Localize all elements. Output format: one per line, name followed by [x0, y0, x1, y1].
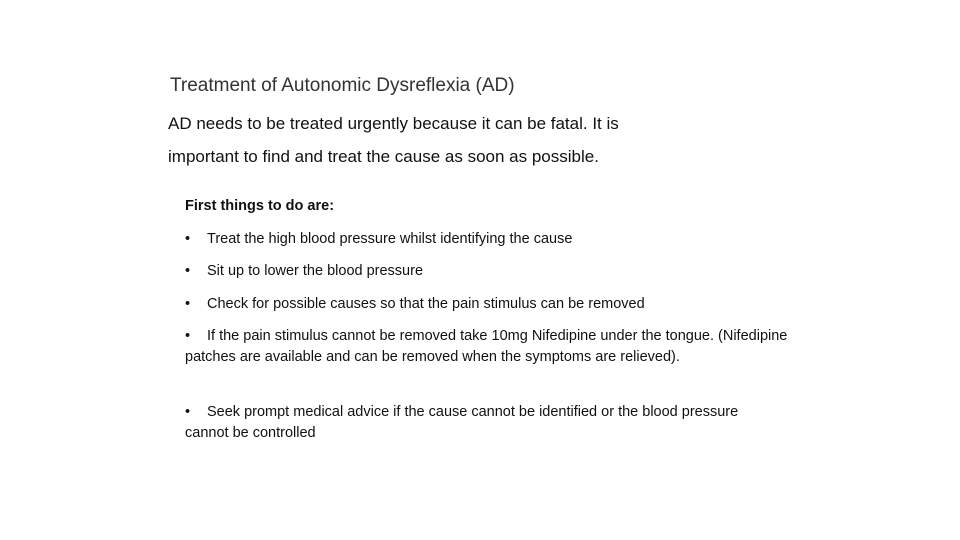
bullet-text: Sit up to lower the blood pressure — [207, 263, 424, 279]
bullet-text: Seek prompt medical advice if the cause cannot be identified or the blood pressure cannot be controlled — [185, 404, 739, 441]
bullet-icon: • — [185, 328, 191, 344]
intro-line-2: important to find and treat the cause as soon as possible. — [168, 147, 599, 166]
bullet-item — [185, 229, 572, 250]
bullet-icon: • — [185, 263, 191, 279]
bullet-text: Treat the high blood pressure whilst identifying the cause — [207, 231, 573, 247]
intro-line-1: AD needs to be treated urgently because it can be fatal. It is — [168, 114, 619, 133]
bullet-item — [185, 261, 423, 282]
bullet-text: Check for possible causes so that the pain stimulus can be removed — [207, 296, 645, 312]
bullet-icon: • — [185, 404, 191, 420]
subheading: First things to do are: — [185, 198, 335, 214]
bullet-item — [185, 326, 805, 368]
bullet-icon: • — [185, 296, 191, 312]
bullet-icon: • — [185, 231, 191, 247]
bullet-text: If the pain stimulus cannot be removed take 10mg Nifedipine under the tongue. (Nifedipine patches are available and can be removed when the symptoms are relieved). — [185, 328, 788, 365]
bullet-item — [185, 294, 645, 315]
slide-title: Treatment of Autonomic Dysreflexia (AD) — [170, 75, 515, 96]
bullet-item — [185, 402, 775, 444]
